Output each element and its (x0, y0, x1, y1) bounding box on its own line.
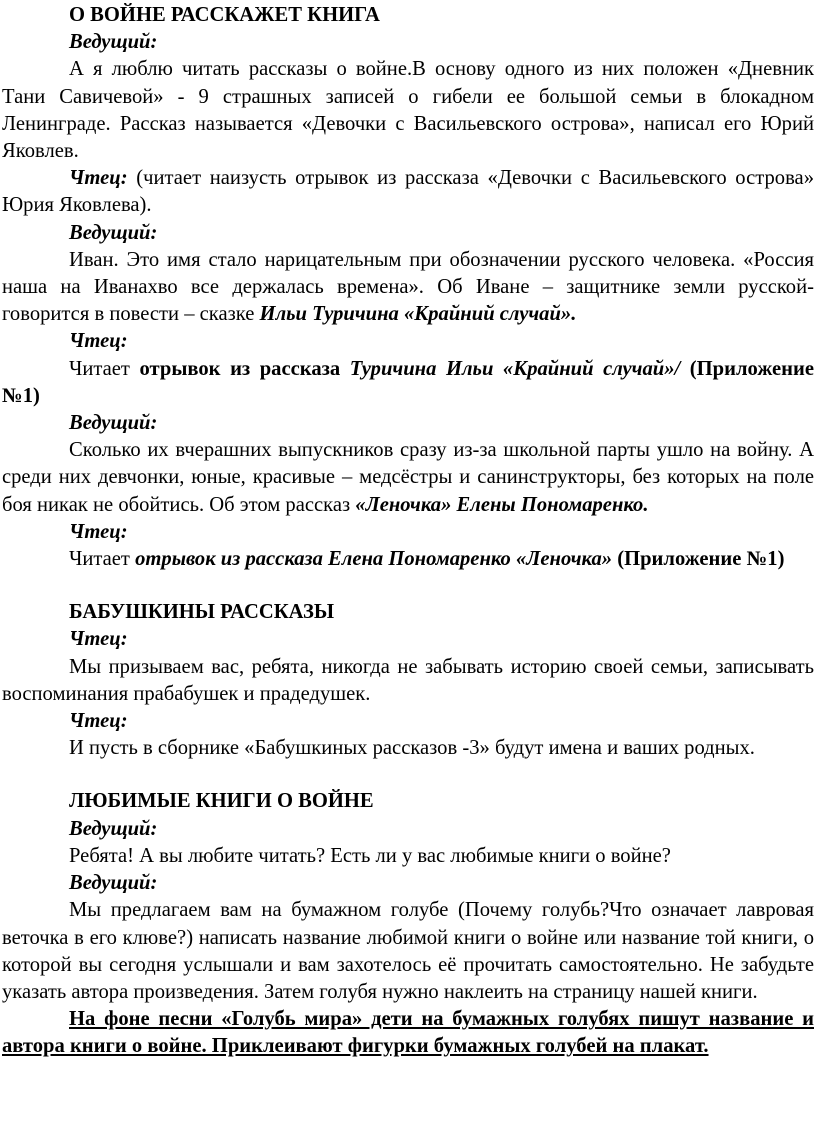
paragraph-text: Иван. Это имя стало нарицательным при обозначении русского человека. «Россия наша на Иванахво все держалась времена». Об Иване – защитнике земли русской- говорится в повести – сказке (2, 248, 814, 326)
paragraph (2, 437, 814, 519)
appendix-reference: (Приложение №1) (612, 548, 785, 571)
speaker-reader: Чтец: (69, 710, 128, 733)
appendix-reference: (Приложение №1) (2, 357, 814, 407)
paragraph: Ребята! А вы любите читать? Есть ли у вас любимые книги о войне? (69, 844, 671, 867)
speaker-reader: Чтец: (69, 520, 128, 543)
speaker-reader: Чтец: (69, 628, 128, 651)
book-reference: Туричина Ильи «Крайний случай»/ (349, 357, 681, 380)
speaker-host: Ведущий: (69, 31, 158, 54)
paragraph (2, 356, 814, 410)
speaker-host: Ведущий: (69, 412, 158, 435)
book-reference: Ильи Туричина «Крайний случай». (259, 303, 577, 326)
section-title-favorite-books: ЛЮБИМЫЕ КНИГИ О ВОЙНЕ (69, 790, 374, 813)
paragraph (2, 165, 814, 219)
section-title-grandma-stories: БАБУШКИНЫ РАССКАЗЫ (69, 601, 335, 624)
speaker-reader: Чтец: (69, 330, 128, 353)
paragraph-text: Сколько их вчерашних выпускников сразу из-за школьной парты ушло на войну. А среди них девчонки, юные, красивые – медсёстры и санинструкторы, без которых на поле боя никак не обойтись. Об этом рассказ (2, 439, 814, 516)
paragraph-bold: отрывок из рассказа (139, 357, 350, 380)
speaker-host: Ведущий: (69, 817, 158, 840)
book-reference: отрывок из рассказа Елена Пономаренко «Леночка» (135, 548, 613, 571)
paragraph: Мы призываем вас, ребята, никогда не забывать историю своей семьи, записывать воспоминания прабабушек и прадедушек. (2, 655, 814, 705)
speaker-host: Ведущий: (69, 221, 158, 244)
section-title-war-book: О ВОЙНЕ РАССКАЖЕТ КНИГА (69, 4, 380, 26)
speaker-host: Ведущий: (69, 872, 158, 895)
paragraph-text: Читает (69, 548, 136, 571)
paragraph: И пусть в сборнике «Бабушкиных рассказов -3» будут имена и ваших родных. (69, 737, 755, 760)
paragraph: А я люблю читать рассказы о войне.В основу одного из них положен «Дневник Тани Савичевой» - 9 страшных записей о гибели ее большой семьи в блокадном Ленинграде. Рассказ называется «Девочки с Васильевского острова», написал его Юрий Яковлев. (2, 58, 814, 163)
book-reference: «Леночка» Елены Пономаренко. (355, 493, 649, 516)
stage-direction-note: На фоне песни «Голубь мира» дети на бумажных голубях пишут название и автора книги о войне. Приклеивают фигурки бумажных голубей на плакат. (2, 1008, 814, 1058)
paragraph-text: (читает наизусть отрывок из рассказа «Девочки с Васильевского острова» Юрия Яковлева). (2, 167, 814, 217)
speaker-reader: Чтец: (69, 167, 128, 190)
paragraph (2, 247, 814, 329)
paragraph: Мы предлагаем вам на бумажном голубе (Почему голубь?Что означает лавровая веточка в его клюве?) написать название любимой книги о войне или название той книги, о которой вы сегодня услышали и вам захотелось её прочитать самостоятельно. Не забудьте указать автора произведения. Затем голубя нужно наклеить на страницу нашей книги. (2, 899, 814, 1003)
paragraph (2, 546, 814, 573)
paragraph-text: Читает (69, 357, 140, 380)
